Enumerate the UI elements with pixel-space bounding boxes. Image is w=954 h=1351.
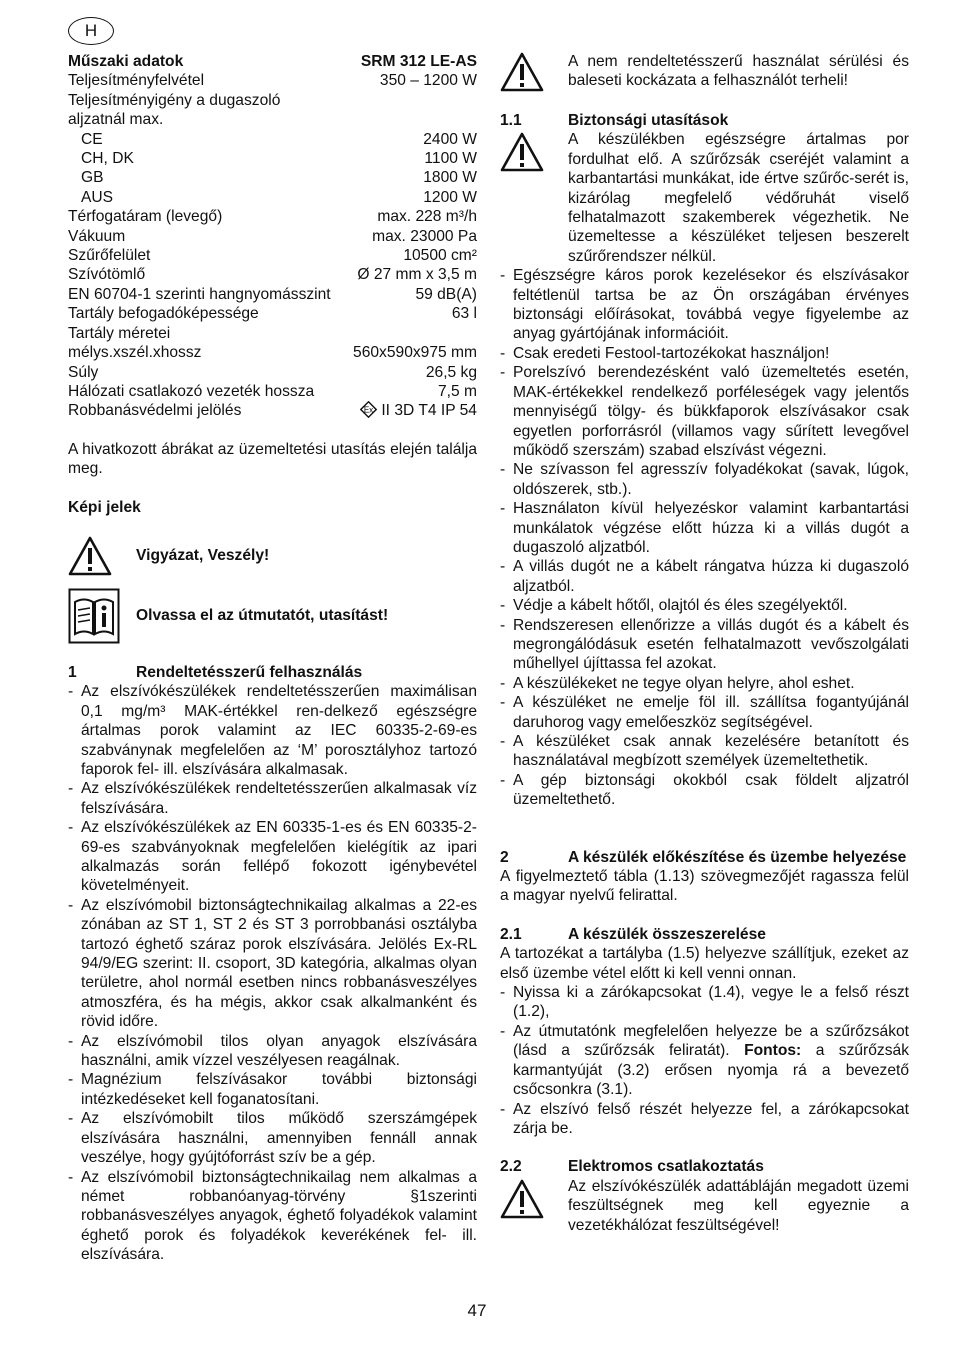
list-item: - Az elszívómobil biztonságtechnikailag nem alkalmas a német robbanóanyag-törvény §1szerinti robbanásveszélyes anyagok, éghető folyadékok valamint éghető porok és folyadékok keverékének fel- ill. elszívására.: [68, 1168, 477, 1264]
spec-value: 7,5 m: [438, 382, 477, 400]
list-item-text: Magnézium felszívásakor további biztonsági intézkedéseket kell foganatosítani.: [81, 1071, 477, 1108]
specs-header: [68, 52, 477, 71]
list-item: - Használaton kívül helyezéskor valamint karbantartási munkálatok végzése előtt húzza ki a villás dugót a dugaszoló aljzatból.: [500, 500, 909, 556]
warning-triangle-icon: [68, 536, 112, 576]
list-item: - Csak eredeti Festool-tartozékokat használjon!: [500, 344, 909, 363]
specs-heading: Műszaki adatok: [68, 53, 184, 70]
spec-row: [68, 324, 477, 343]
spec-value: 10500 cm²: [403, 247, 477, 265]
spec-value: 2400 W: [423, 130, 477, 148]
symbol-warning-row: [68, 536, 477, 576]
spec-label: Tartály befogadóképessége: [68, 305, 259, 323]
spec-label: Robbanásvédelmi jelölés: [68, 402, 242, 420]
spec-label: Térfogatáram (levegő): [68, 208, 223, 226]
right-column: [500, 52, 909, 1235]
spec-label: GB: [81, 169, 104, 187]
spec-row: [68, 168, 477, 187]
list-item-text: Az elszívókészülékek az EN 60335-1-es és EN 60335-2-69-es szabványoknak megfelelően kielégítik az ipari alkalmazás során fellépő fokozott igénybevétel követelményeit.: [81, 819, 477, 895]
spec-label: EN 60704-1 szerinti hangnyomásszint: [68, 285, 331, 303]
left-column: [68, 52, 477, 1265]
section-2-1-number: 2.1: [500, 925, 522, 943]
spec-label: CH, DK: [81, 150, 134, 168]
spec-value: [360, 401, 477, 420]
list-item-text: Ne szívasson fel agresszív folyadékokat (savak, lúgok, oldószerek, stb.).: [513, 461, 909, 498]
spec-row: [68, 363, 477, 382]
list-item-text: Csak eredeti Festool-tartozékokat használjon!: [513, 344, 830, 362]
spec-row: [68, 91, 477, 110]
list-item-text: A készülékeket ne tegye olyan helyre, ahol eshet.: [513, 674, 855, 692]
list-item: - Az elszívó felső részét helyezze fel, a zárókapcsokat zárja be.: [500, 1100, 909, 1137]
list-item-text: Az elszívó felső részét helyezze fel, a zárókapcsokat zárja be.: [513, 1100, 909, 1137]
spec-row: [68, 265, 477, 284]
section-1-heading: [68, 663, 477, 682]
figures-note: A hivatkozott ábrákat az üzemeltetési utasítás elején találja meg.: [68, 440, 477, 478]
list-item-text: Az elszívómobil tilos olyan anyagok elszívására használni, amik vízzel veszélyesen reagálnak.: [81, 1032, 477, 1070]
symbol-warning-label: Vigyázat, Veszély!: [136, 547, 270, 565]
list-item-text: Védje a kábelt hőtől, olajtól és éles szegélyektől.: [513, 597, 848, 615]
list-item-text: A készüléket csak annak kezelésére betanított és használatával megbízott személyek üzemeltethetik.: [513, 733, 909, 770]
list-item-text: Az útmutatónk megfelelően helyezze be a szűrőzsákot (lásd a szűrőzsák feliratát).: [513, 1022, 909, 1060]
warning-triangle-icon: [500, 52, 544, 92]
specs-model: SRM 312 LE-AS: [360, 53, 477, 70]
section-1-1-warning-text: A készülékben egészségre ártalmas por fordulhat elő. A szűrőzsák cseréjét valamint a karbantartási munkákat, ide értve szűrőc-serét is, kizárólag megfelelő védőruhát viselő felhatalmazott szakemberek végezhetik. Ne üzemeltesse a készüléket teljesen beszerelt szűrőrendszer nélkül.: [568, 131, 909, 265]
section-2-1-heading: [500, 925, 909, 944]
spec-value: 1800 W: [423, 169, 477, 187]
list-item: - Védje a kábelt hőtől, olajtól és éles szegélyektől.: [500, 596, 909, 615]
page-number: 47: [467, 1301, 487, 1320]
section-1-1-heading: [500, 111, 909, 130]
list-item-text: A készüléket ne emelje föl ill. szállítsa fogantyújánál daruhorog vagy emelőeszköz segítségével.: [513, 694, 909, 731]
section-1-list: [68, 682, 477, 1264]
list-item-text: Nyissa ki a zárókapcsokat (1.4), vegye le a felső részt (1.2),: [513, 984, 909, 1021]
spec-label: aljzatnál max.: [68, 111, 164, 129]
language-badge: H: [68, 17, 114, 45]
spec-label: Szívótömlő: [68, 266, 146, 284]
section-2-text: A figyelmeztető tábla (1.13) szövegmezőjét ragassza felül a magyar nyelvű felirattal.: [500, 868, 909, 905]
spec-label: mélys.xszél.xhossz: [68, 344, 202, 362]
section-2-1-title: A készülék összeszerelése: [568, 925, 766, 943]
spec-value: 1100 W: [424, 150, 477, 168]
intro-warning-text: A nem rendeltetésszerű használat sérülési és baleseti kockázata a felhasználót terheli!: [568, 53, 909, 90]
list-item-text: Az elszívómobil biztonságtechnikailag nem alkalmas a német robbanóanyag-törvény §1szerinti robbanásveszélyes anyagok, éghető folyadékok valamint éghető porok és folyadékok keverékének fel- ill. elszívására.: [81, 1168, 477, 1264]
spec-row: [68, 246, 477, 265]
spec-value: 350 – 1200 W: [379, 72, 477, 90]
spec-value: max. 23000 Pa: [372, 227, 477, 245]
symbols-heading: Képi jelek: [68, 498, 141, 516]
list-item-text: Egészségre káros porok kezelésekor és elszívásakor feltétlenül tartsa be az Ön országában érvényes biztonsági előírásokat, továbbá vegye figyelembe az anyag gyártójának információit.: [513, 267, 909, 343]
list-item: - A villás dugót ne a kábelt rángatva húzza ki dugaszoló aljzatból.: [500, 558, 909, 595]
section-2-2-warning-text: Az elszívókészülék adattábláján megadott üzemi feszültségnek meg kell egyeznie a vezetékhálózat feszültségével!: [568, 1177, 909, 1234]
list-item-text: Porelszívó berendezésként való üzemeltetés esetén, MAK-értékekkel rendelkező porféleségek vagy jelentős mennyiségű tölgy- és bükkfaporok elszívásakor csak egyetlen porforrásról (villamos vagy sűrített levegővel működő szerszám) szabad elszívást végezni.: [513, 364, 909, 459]
spec-row: [68, 382, 477, 401]
section-2-number: 2: [500, 848, 509, 866]
spec-value: 63 l: [451, 305, 477, 323]
spec-row: [68, 343, 477, 362]
list-item-text: Az elszívókészülékek rendeltetésszerűen alkalmasak víz felszívására.: [81, 780, 477, 817]
spec-value: 1200 W: [423, 188, 477, 206]
list-item: - A készüléket ne emelje föl ill. szállítsa fogantyújánál daruhorog vagy emelőeszköz segítségével.: [500, 694, 909, 731]
list-item-text: Rendszeresen ellenőrizze a villás dugót és a kábelt és megrongálódásuk esetén felhatalmazott vevőszolgálati műhellyel újíttassa fel azokat.: [513, 616, 909, 673]
list-item: - Nyissa ki a zárókapcsokat (1.4), vegye le a felső részt (1.2),: [500, 984, 909, 1021]
list-item: - Az elszívókészülékek rendeltetésszerűen maximálisan 0,1 mg/m³ MAK-értékkel ren-delkező egészségre ártalmas porok valamint az IEC 60335-2-69-es szabványnak megfelelően az ‘M’ porosztályhoz tartozó faporok fel- ill. elszívására alkalmasak.: [68, 683, 477, 778]
list-item: - Az elszívómobil tilos olyan anyagok elszívására használni, amik vízzel veszélyesen reagálnak.: [68, 1032, 477, 1070]
list-item: - Porelszívó berendezésként való üzemeltetés esetén, MAK-értékekkel rendelkező porféleségek vagy jelentős mennyiségű tölgy- és bükkfaporok elszívásakor csak egyetlen porforrásról (villamos vagy sűrített levegővel működő szerszám) szabad elszívást végezni.: [500, 364, 909, 459]
list-item: - Egészségre káros porok kezelésekor és elszívásakor feltétlenül tartsa be az Ön országában érvényes biztonsági előírásokat, továbbá vegye figyelembe az anyag gyártójának információit.: [500, 267, 909, 343]
spec-label: Súly: [68, 363, 99, 381]
list-item: - Rendszeresen ellenőrizze a villás dugót és a kábelt és megrongálódásuk esetén felhatalmazott vevőszolgálati műhellyel újíttassa fel azokat.: [500, 616, 909, 673]
spec-row: [68, 401, 477, 420]
list-item: - Ne szívasson fel agresszív folyadékokat (savak, lúgok, oldószerek, stb.).: [500, 461, 909, 498]
symbol-manual-row: [68, 588, 477, 644]
intro-warning: [500, 52, 909, 92]
spec-label: Hálózati csatlakozó vezeték hossza: [68, 382, 315, 400]
spec-label: Vákuum: [68, 227, 126, 245]
spec-value: max. 228 m³/h: [377, 208, 477, 226]
spec-label: Tartály méretei: [68, 324, 171, 342]
section-2-heading: [500, 848, 909, 867]
spec-row: [68, 285, 477, 304]
section-1-1-list: [500, 266, 909, 809]
symbol-manual-label: Olvassa el az útmutatót, utasítást!: [136, 607, 389, 625]
spec-value: Ø 27 mm x 3,5 m: [357, 266, 477, 284]
section-2-title: A készülék előkészítése és üzembe helyezése: [568, 848, 907, 866]
list-item-text: Az elszívómobilt tilos működő szerszámgépek elszívására használni, amennyiben fennáll annak veszélye, hogy gyújtóforrást szív be a gép.: [81, 1110, 477, 1167]
read-manual-icon: [68, 588, 120, 644]
warning-triangle-icon: [500, 1179, 544, 1219]
section-2-1-text: A tartozékat a tartályba (1.5) helyezve szállítjuk, ezeket az első üzembe vétel előtt ki kell venni onnan.: [500, 945, 909, 982]
list-item: - A készüléket csak annak kezelésére betanított és használatával megbízott személyek üzemeltethetik.: [500, 733, 909, 770]
list-item: - A készülékeket ne tegye olyan helyre, ahol eshet.: [500, 674, 909, 693]
spec-value-text: II 3D T4 IP 54: [381, 402, 477, 420]
spec-row: [68, 188, 477, 207]
list-item-text: Az elszívókészülékek rendeltetésszerűen maximálisan 0,1 mg/m³ MAK-értékkel ren-delkező egészségre ártalmas porok valamint az IEC 60335-2-69-es szabványnak megfelelően az ‘M’ porosztályhoz tartozó faporok fel- ill. elszívására alkalmasak.: [81, 683, 477, 778]
ex-protection-icon: [360, 401, 377, 418]
list-item: - Az elszívókészülékek az EN 60335-1-es és EN 60335-2-69-es szabványoknak megfelelően kielégítik az ipari alkalmazás során fellépő fokozott igénybevétel követelményeit.: [68, 819, 477, 895]
list-item-text: A villás dugót ne a kábelt rángatva húzza ki dugaszoló aljzatból.: [513, 558, 909, 595]
list-item-text: A gép biztonsági okokból csak földelt aljzatról üzemeltethető.: [513, 771, 909, 809]
section-1-1-warning: [500, 130, 909, 266]
svg-text:Ex: Ex: [364, 405, 374, 415]
section-2-2-number: 2.2: [500, 1158, 522, 1176]
spec-label: Teljesítményigény a dugaszoló: [68, 91, 281, 109]
section-1-title: Rendeltetésszerű felhasználás: [136, 663, 363, 681]
list-item-text: a szűrőzsák karmantyúját (3.2) erősen nyomja rá a bevezető csőcsonkra (3.1).: [513, 1042, 909, 1099]
spec-value: 59 dB(A): [415, 285, 477, 303]
section-2-2-warning: [500, 1177, 909, 1235]
spec-row: [68, 130, 477, 149]
spec-label: Teljesítményfelvétel: [68, 72, 205, 90]
list-item: - Az útmutatónk megfelelően helyezze be a szűrőzsákot (lásd a szűrőzsák feliratát). Fontos: a szűrőzsák karmantyúját (3.2) erősen nyomja rá a bevezető csőcsonkra (3.1).: [500, 1022, 909, 1099]
section-2-2-title: Elektromos csatlakoztatás: [568, 1158, 764, 1176]
spec-label: CE: [81, 130, 103, 148]
section-1-1-title: Biztonsági utasítások: [568, 112, 729, 129]
spec-label: AUS: [81, 188, 114, 206]
warning-triangle-icon: [500, 132, 544, 172]
important-label: Fontos:: [744, 1042, 802, 1060]
section-1-number: 1: [68, 663, 77, 681]
section-1-1-number: 1.1: [500, 112, 522, 129]
list-item: - Az elszívókészülékek rendeltetésszerűen alkalmasak víz felszívására.: [68, 780, 477, 817]
list-item: - A gép biztonsági okokból csak földelt aljzatról üzemeltethető.: [500, 771, 909, 809]
spec-row: [68, 110, 477, 129]
spec-label: Szűrőfelület: [68, 247, 151, 265]
spec-row: [68, 149, 477, 168]
section-2-2-heading: [500, 1157, 909, 1176]
spec-value: 560x590x975 mm: [353, 344, 477, 362]
list-item-text: Az elszívómobil biztonságtechnikailag alkalmas a 22-es zónában az ST 1, ST 2 és ST 3 porrobbanási osztályba tartozó éghető száraz porok elszívására. Jelölés Ex-RL 94/9/EG szerint: II. csoport, 3D kategória, alkalmas olyan területre, ahol normál esetben nincs robbanásveszélyes atmoszféra, és ha mégis, akkor csak alkalmanként és rövid időre.: [81, 896, 477, 1031]
list-item: - Magnézium felszívásakor további biztonsági intézkedéseket kell foganatosítani.: [68, 1071, 477, 1108]
list-item-text: Használaton kívül helyezéskor valamint karbantartási munkálatok végzése előtt húzza ki a villás dugót a dugaszoló aljzatból.: [513, 500, 909, 556]
spec-row: [68, 227, 477, 246]
specs-table: [68, 71, 477, 420]
list-item: - Az elszívómobilt tilos működő szerszámgépek elszívására használni, amennyiben fennáll annak veszélye, hogy gyújtóforrást szív be a gép.: [68, 1110, 477, 1167]
list-item: - Az elszívómobil biztonságtechnikailag alkalmas a 22-es zónában az ST 1, ST 2 és ST 3 porrobbanási osztályba tartozó éghető száraz porok elszívására. Jelölés Ex-RL 94/9/EG szerint: II. csoport, 3D kategória, alkalmas olyan területre, ahol normál esetben nincs robbanásveszélyes atmoszféra, és ha mégis, akkor csak alkalmanként és rövid időre.: [68, 896, 477, 1031]
spec-row: [68, 304, 477, 323]
spec-row: [68, 207, 477, 226]
spec-value: 26,5 kg: [425, 363, 477, 381]
spec-row: [68, 71, 477, 90]
